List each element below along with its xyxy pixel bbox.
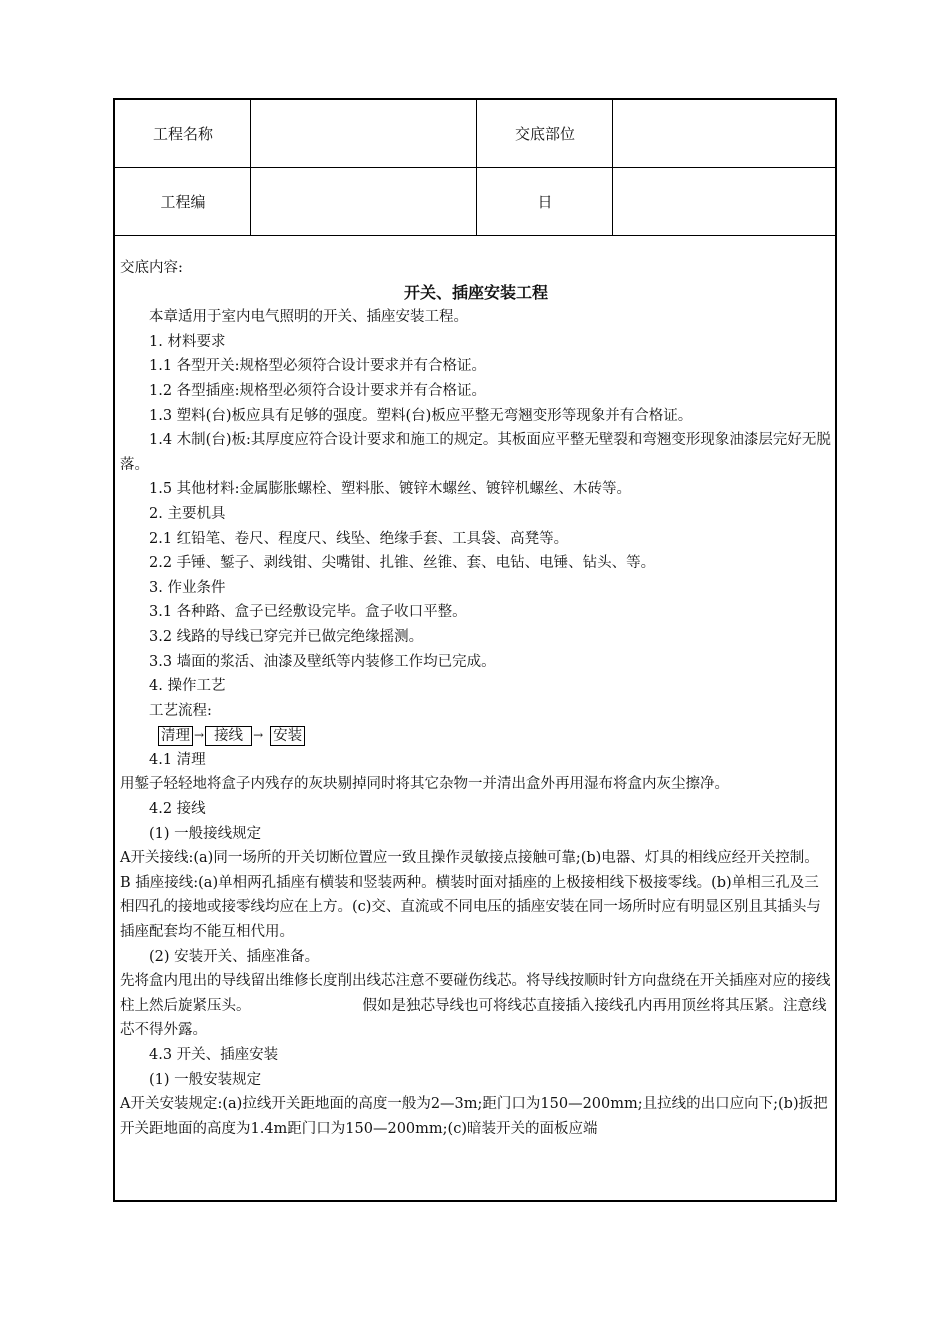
paragraph: 3.3 墙面的浆活、油漆及壁纸等内装修工作均已完成。 bbox=[149, 653, 496, 670]
paragraph: 1.2 各型插座:规格型必须符合设计要求并有合格证。 bbox=[149, 382, 487, 399]
section-heading: 4.2 接线 bbox=[149, 801, 206, 818]
project-no-label: 工程编 bbox=[160, 193, 206, 211]
intro-label: 交底内容: bbox=[120, 260, 183, 276]
arrow-right-icon: → bbox=[253, 728, 264, 743]
divider bbox=[250, 100, 251, 236]
arrow-right-icon: → bbox=[194, 728, 205, 743]
section-heading: 3. 作业条件 bbox=[149, 579, 226, 596]
section-heading: 1. 材料要求 bbox=[149, 333, 226, 350]
project-no-value[interactable] bbox=[251, 168, 477, 235]
header-row-2 bbox=[115, 168, 835, 236]
paragraph: 1.5 其他材料:金属膨胀螺栓、塑料胀、镀锌木螺丝、镀锌机螺丝、木砖等。 bbox=[149, 481, 632, 498]
project-name-value[interactable] bbox=[251, 100, 477, 167]
project-name-label: 工程名称 bbox=[152, 125, 213, 143]
paragraph: 1.4 木制(台)板:其厚度应符合设计要求和施工的规定。其板面应平整无壁裂和弯翘变形现象油漆层完好无脱落。 bbox=[120, 432, 831, 473]
paragraph: 1.3 塑料(台)板应具有足够的强度。塑料(台)板应平整无弯翘变形等现象并有合格证。 bbox=[149, 407, 693, 424]
section-heading: 4.1 清理 bbox=[149, 751, 206, 768]
divider bbox=[476, 100, 477, 236]
paragraph: 本章适用于室内电气照明的开关、插座安装工程。 bbox=[149, 309, 468, 326]
date-label: 日 bbox=[537, 193, 553, 211]
paragraph: (2) 安装开关、插座准备。 bbox=[149, 948, 320, 965]
date-value[interactable] bbox=[613, 168, 835, 235]
process-flow bbox=[120, 723, 832, 748]
paragraph-part: 假如是独芯导线也可将线芯直接插入接线孔内再用顶丝将其压紧。注意线芯不得外露。 bbox=[120, 997, 827, 1039]
document-title: 开关、插座安装工程 bbox=[403, 282, 548, 302]
paragraph: 工艺流程: bbox=[149, 702, 212, 719]
handover-form bbox=[113, 98, 837, 1202]
paragraph: 2.1 红铅笔、卷尺、程度尺、线坠、绝缘手套、工具袋、高凳等。 bbox=[149, 530, 569, 547]
section-heading: 2. 主要机具 bbox=[149, 505, 226, 522]
divider bbox=[612, 100, 613, 236]
paragraph: (1) 一般接线规定 bbox=[149, 825, 262, 842]
header-row-1 bbox=[115, 100, 835, 168]
paragraph: 2.2 手锤、錾子、剥线钳、尖嘴钳、扎锥、丝锥、套、电钻、电锤、钻头、等。 bbox=[149, 555, 656, 572]
paragraph: A开关安装规定:(a)拉线开关距地面的高度一般为2—3m;距门口为150—200mm;且拉线的出口应向下;(b)扳把开关距地面的高度为1.4m距门口为150—200mm;(c)暗装开关的面板应端 bbox=[120, 1096, 828, 1137]
flow-step: 清理 bbox=[158, 726, 193, 746]
handover-content bbox=[120, 256, 832, 1141]
paragraph: 3.2 线路的导线已穿完并已做完绝缘摇测。 bbox=[149, 628, 424, 645]
paragraph: B 插座接线:(a)单相两孔插座有横装和竖装两种。横装时面对插座的上极接相线下极接零线。(b)单相三孔及三相四孔的接地或接零线均应在上方。(c)交、直流或不同电压的插座安装在同一场所时应有明显区别且其插头与插座配套均不能互相代用。 bbox=[120, 874, 821, 941]
handover-part-value[interactable] bbox=[613, 100, 835, 167]
paragraph: 3.1 各种路、盒子已经敷设完毕。盒子收口平整。 bbox=[149, 604, 467, 621]
paragraph-part: 先将盒内甩出的导线留出维修长度削出线芯注意不要碰伤线芯。将导线按顺时针方向盘绕在开关插座对应的接线柱上然后旋紧压头。 bbox=[120, 973, 831, 1014]
paragraph: (1) 一般安装规定 bbox=[149, 1071, 262, 1088]
paragraph: A开关接线:(a)同一场所的开关切断位置应一致且操作灵敏接点接触可靠;(b)电器、灯具的相线应经开关控制。 bbox=[120, 850, 819, 867]
paragraph: 用錾子轻轻地将盒子内残存的灰块剔掉同时将其它杂物一并清出盒外再用湿布将盒内灰尘擦净。 bbox=[120, 776, 729, 793]
flow-step: 安装 bbox=[270, 726, 305, 746]
flow-step: 接线 bbox=[205, 726, 252, 746]
section-heading: 4. 操作工艺 bbox=[149, 678, 226, 695]
handover-part-label: 交底部位 bbox=[514, 125, 575, 143]
section-heading: 4.3 开关、插座安装 bbox=[149, 1047, 279, 1063]
paragraph bbox=[120, 969, 832, 1043]
paragraph: 1.1 各型开关:规格型必须符合设计要求并有合格证。 bbox=[149, 358, 487, 375]
